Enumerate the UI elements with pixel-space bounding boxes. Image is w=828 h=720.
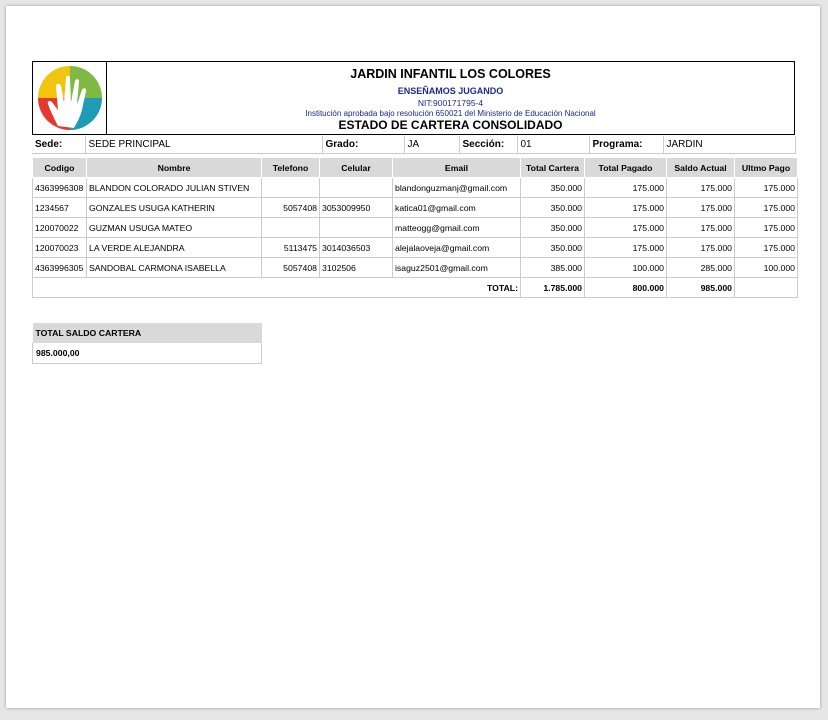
portfolio-table [32, 157, 798, 298]
cell-celular [320, 178, 393, 198]
seccion-label: Sección: [459, 136, 517, 154]
cell-email: blandonguzmanj@gmail.com [393, 178, 521, 198]
report-header [32, 61, 795, 135]
cell-celular [320, 218, 393, 238]
cell-telefono: 5057408 [262, 198, 320, 218]
hand-logo-icon [36, 64, 104, 132]
school-name: JARDIN INFANTIL LOS COLORES [350, 67, 551, 81]
cell-celular: 3014036503 [320, 238, 393, 258]
cell-total-pagado: 175.000 [585, 238, 667, 258]
sede-value: SEDE PRINCIPAL [85, 136, 322, 154]
cell-ultimo-pago: 175.000 [735, 238, 798, 258]
cell-total-cartera: 350.000 [521, 238, 585, 258]
col-ultimo-pago: Ultmo Pago [735, 158, 798, 178]
table-row [33, 258, 798, 278]
school-logo [33, 62, 107, 134]
cell-total-cartera: 350.000 [521, 218, 585, 238]
summary-label: TOTAL SALDO CARTERA [33, 323, 262, 343]
cell-email: katica01@gmail.com [393, 198, 521, 218]
cell-email: matteogg@gmail.com [393, 218, 521, 238]
school-motto: ENSEÑAMOS JUGANDO [397, 86, 504, 96]
cell-codigo: 120070023 [33, 238, 87, 258]
cell-total-pagado: 100.000 [585, 258, 667, 278]
report-filters [32, 136, 796, 154]
programa-label: Programa: [589, 136, 663, 154]
col-codigo: Codigo [33, 158, 87, 178]
cell-celular: 3053009950 [320, 198, 393, 218]
cell-total-cartera: 385.000 [521, 258, 585, 278]
cell-telefono: 5113475 [262, 238, 320, 258]
cell-total-cartera: 350.000 [521, 198, 585, 218]
cell-saldo-actual: 285.000 [667, 258, 735, 278]
table-header-row [33, 158, 798, 178]
col-email: Email [393, 158, 521, 178]
cell-nombre: SANDOBAL CARMONA ISABELLA [87, 258, 262, 278]
col-nombre: Nombre [87, 158, 262, 178]
cell-total-pagado: 175.000 [585, 218, 667, 238]
cell-ultimo-pago: 175.000 [735, 178, 798, 198]
cell-telefono [262, 178, 320, 198]
cell-telefono [262, 218, 320, 238]
programa-value: JARDIN [663, 136, 795, 154]
cell-total-cartera: 350.000 [521, 178, 585, 198]
total-pagado-sum: 800.000 [585, 278, 667, 298]
cell-nombre: LA VERDE ALEJANDRA [87, 238, 262, 258]
summary-value: 985.000,00 [33, 343, 262, 364]
cell-telefono: 5057408 [262, 258, 320, 278]
grado-label: Grado: [322, 136, 404, 154]
col-total-cartera: Total Cartera [521, 158, 585, 178]
sede-label: Sede: [32, 136, 85, 154]
approval-note: Institución aprobada bajo resolución 650021 del Ministerio de Educación Nacional [305, 109, 596, 118]
table-row [33, 198, 798, 218]
seccion-value: 01 [517, 136, 589, 154]
total-label: TOTAL: [33, 278, 521, 298]
cell-total-pagado: 175.000 [585, 198, 667, 218]
cell-codigo: 1234567 [33, 198, 87, 218]
grado-value: JA [404, 136, 459, 154]
cell-codigo: 4363996308 [33, 178, 87, 198]
report-title: ESTADO DE CARTERA CONSOLIDADO [338, 118, 563, 132]
ultimo-pago-sum [735, 278, 798, 298]
cell-ultimo-pago: 175.000 [735, 218, 798, 238]
cell-saldo-actual: 175.000 [667, 178, 735, 198]
cell-ultimo-pago: 175.000 [735, 198, 798, 218]
cell-saldo-actual: 175.000 [667, 198, 735, 218]
cell-saldo-actual: 175.000 [667, 218, 735, 238]
cell-nombre: GONZALES USUGA KATHERIN [87, 198, 262, 218]
cell-saldo-actual: 175.000 [667, 238, 735, 258]
cell-ultimo-pago: 100.000 [735, 258, 798, 278]
col-telefono: Telefono [262, 158, 320, 178]
cell-celular: 3102506 [320, 258, 393, 278]
table-row [33, 238, 798, 258]
table-row [33, 218, 798, 238]
report-page [6, 6, 820, 708]
cell-codigo: 120070022 [33, 218, 87, 238]
col-celular: Celular [320, 158, 393, 178]
cell-email: alejalaoveja@gmail.com [393, 238, 521, 258]
cell-nombre: GUZMAN USUGA MATEO [87, 218, 262, 238]
total-cartera-sum: 1.785.000 [521, 278, 585, 298]
table-row [33, 178, 798, 198]
cell-total-pagado: 175.000 [585, 178, 667, 198]
col-saldo-actual: Saldo Actual [667, 158, 735, 178]
col-total-pagado: Total Pagado [585, 158, 667, 178]
cell-email: isaguz2501@gmail.com [393, 258, 521, 278]
totals-row [33, 278, 798, 298]
saldo-actual-sum: 985.000 [667, 278, 735, 298]
cell-nombre: BLANDON COLORADO JULIAN STIVEN [87, 178, 262, 198]
cell-codigo: 4363996305 [33, 258, 87, 278]
balance-summary [32, 323, 262, 364]
school-nit: NIT:900171795-4 [417, 98, 484, 108]
